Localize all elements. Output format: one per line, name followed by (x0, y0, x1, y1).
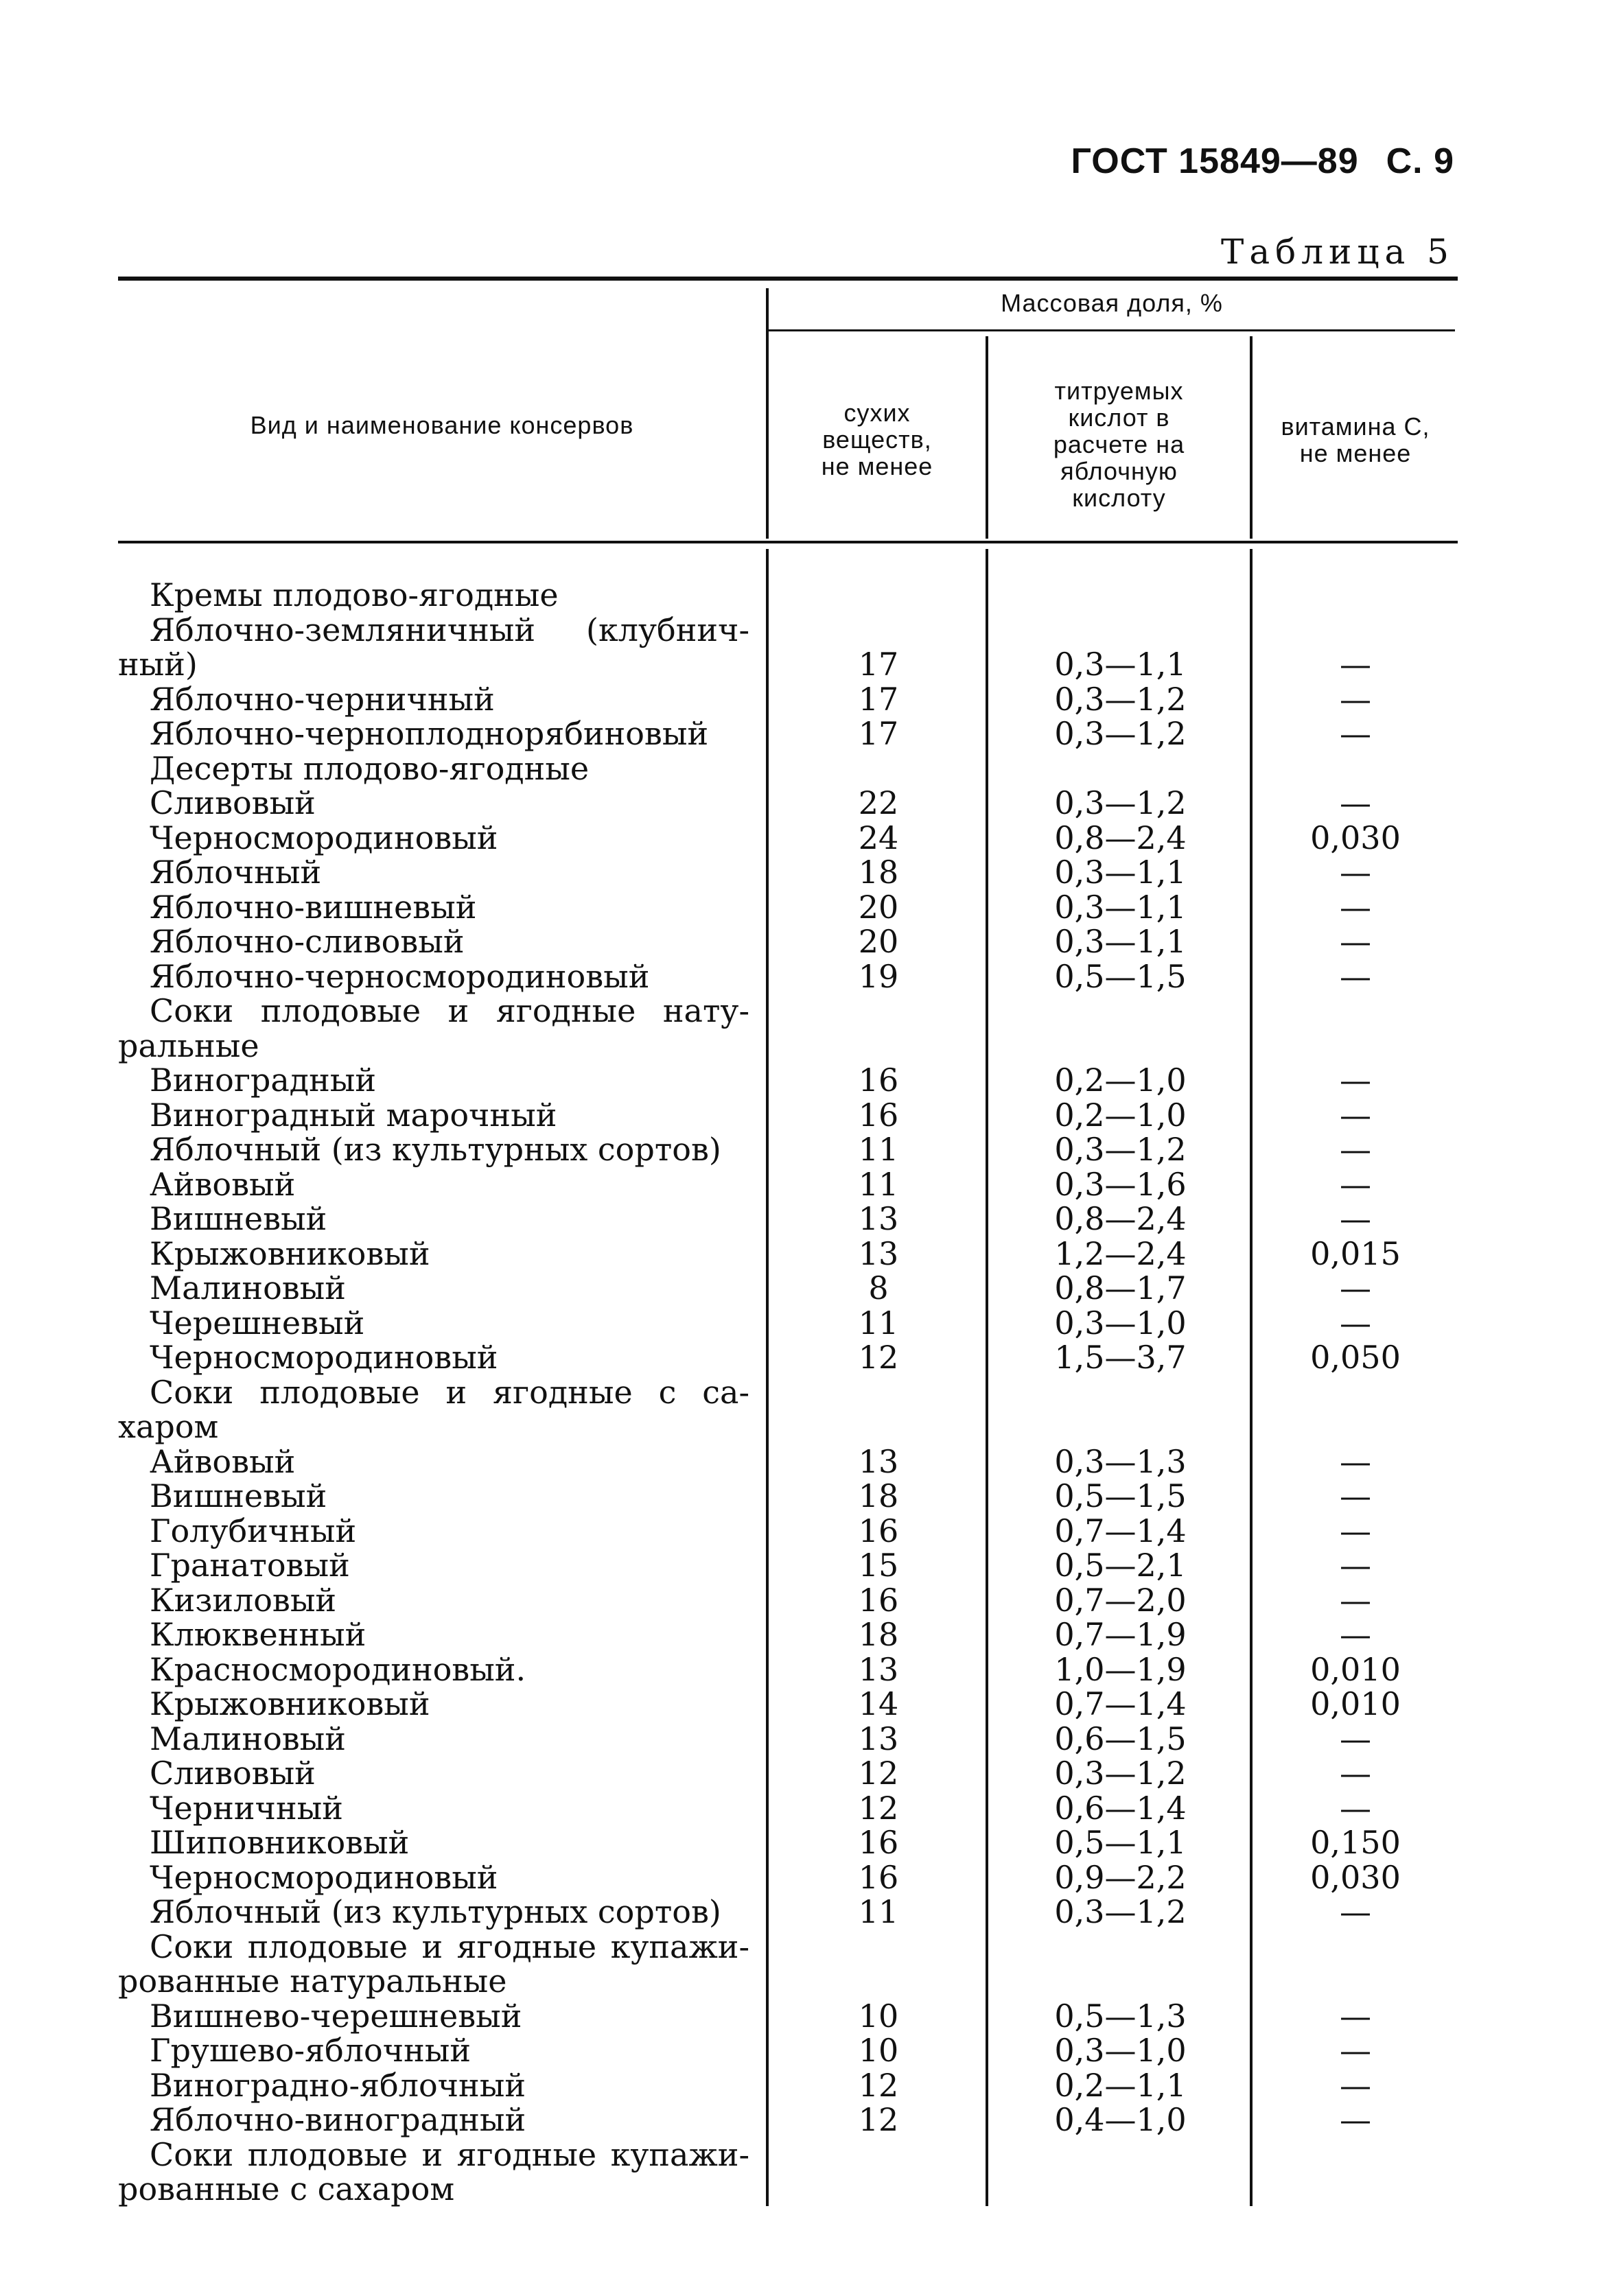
table-cell-acid: 0,9—2,2 (1054, 1858, 1187, 1896)
table-row-name: Соки плодовые и ягодные купажи- (150, 2135, 749, 2173)
table-cell-vitc: 0,030 (1310, 1858, 1401, 1896)
table-row-name: Айвовый (150, 1442, 296, 1480)
mass-share-underline (769, 329, 1455, 331)
table-cell-vitc: — (1340, 1165, 1371, 1203)
column-dry-values (769, 578, 988, 2207)
table-cell-acid (988, 994, 1253, 1029)
table-cell-dry: 14 (858, 1685, 899, 1722)
table-cell-dry: 15 (858, 1547, 899, 1584)
table-row-name: Виноградный марочный (150, 1096, 557, 1134)
table-cell-vitc (1253, 751, 1458, 786)
table-cell-acid (988, 751, 1253, 786)
table-row-name: Черносмородиновый (150, 819, 498, 856)
table-cell-vitc: — (1340, 1547, 1371, 1584)
table-cell-vitc: — (1340, 957, 1371, 995)
table-cell-dry (769, 1029, 988, 1064)
table-cell-dry: 11 (858, 1304, 899, 1342)
table-row-name: Вишнево-черешневый (150, 1997, 522, 2035)
table-cell-vitc (1253, 1964, 1458, 1999)
table-cell-acid: 0,3—1,2 (1054, 680, 1187, 718)
table-cell-acid: 0,7—1,9 (1054, 1616, 1187, 1653)
table-row-name: Яблочный (из культурных сортов) (150, 1131, 721, 1168)
table-row-name: Виноградный (150, 1062, 377, 1099)
table-cell-vitc: 0,015 (1310, 1234, 1401, 1272)
table-cell-acid: 0,5—2,1 (1054, 1547, 1187, 1584)
table-cell-vitc (1253, 2172, 1458, 2207)
table-cell-dry: 18 (858, 1477, 899, 1514)
table-cell-vitc (1253, 2137, 1458, 2172)
table-cell-dry: 17 (858, 680, 899, 718)
table-cell-acid: 0,3—1,0 (1054, 2032, 1187, 2069)
table-cell-acid: 0,3—1,1 (1054, 646, 1187, 683)
table-row-name: Яблочно-черноплоднорябиновый (150, 715, 709, 752)
table-row-name: Сливовый (150, 784, 316, 821)
table-cell-vitc: — (1340, 1720, 1371, 1757)
table-cell-acid: 0,2—1,0 (1054, 1096, 1187, 1134)
table-cell-vitc: — (1340, 1893, 1371, 1930)
column-header-acid-line: яблочную (1060, 457, 1178, 485)
table-row-name: Грушево-яблочный (150, 2032, 471, 2069)
table-row-name: Соки плодовые и ягодные купажи- (150, 1928, 749, 1965)
table-cell-vitc: — (1340, 2032, 1371, 2069)
table-cell-acid: 1,2—2,4 (1054, 1234, 1187, 1272)
table-cell-vitc (1253, 1029, 1458, 1064)
table-cell-vitc: — (1340, 1477, 1371, 1514)
table-cell-vitc: — (1340, 1581, 1371, 1619)
table-cell-vitc: — (1340, 1304, 1371, 1342)
table-cell-acid: 0,5—1,1 (1054, 1824, 1187, 1861)
table-cell-vitc: 0,010 (1310, 1650, 1401, 1688)
table-cell-acid: 0,6—1,5 (1054, 1720, 1187, 1757)
table-cell-vitc: — (1340, 1096, 1371, 1134)
table-cell-dry (769, 578, 988, 613)
table-cell-dry: 19 (858, 957, 899, 995)
table-cell-vitc: — (1340, 1062, 1371, 1099)
table-cell-vitc: — (1340, 1442, 1371, 1480)
table-cell-acid: 0,2—1,1 (1054, 2066, 1187, 2104)
table-cell-vitc (1253, 1930, 1458, 1965)
table-cell-vitc: — (1340, 1997, 1371, 2035)
table-cell-acid (988, 2137, 1253, 2172)
table-cell-acid: 0,8—1,7 (1054, 1269, 1187, 1307)
table-row-name: Кизиловый (150, 1581, 337, 1619)
table-cell-acid: 1,5—3,7 (1054, 1339, 1187, 1376)
table-cell-acid: 0,7—2,0 (1054, 1581, 1187, 1619)
table-cell-acid (988, 1375, 1253, 1410)
table-cell-dry: 11 (858, 1165, 899, 1203)
table-cell-vitc: — (1340, 888, 1371, 926)
table-row-name: Малиновый (150, 1269, 346, 1307)
table-cell-vitc (1253, 994, 1458, 1029)
table-cell-acid: 0,3—1,1 (1054, 888, 1187, 926)
table-cell-dry (769, 1409, 988, 1444)
table-cell-acid (988, 613, 1253, 648)
table-cell-dry: 20 (858, 923, 899, 960)
table-cell-dry: 8 (868, 1269, 889, 1307)
table-cell-dry (769, 2137, 988, 2172)
table-cell-dry: 24 (858, 819, 899, 856)
table-cell-dry: 13 (858, 1200, 899, 1237)
table-cell-dry: 12 (858, 1789, 899, 1827)
table-cell-vitc: 0,030 (1310, 819, 1401, 856)
table-cell-dry: 12 (858, 2066, 899, 2104)
table-cell-dry: 13 (858, 1720, 899, 1757)
column-header-acid (988, 377, 1250, 511)
page-number: С. 9 (1386, 141, 1454, 181)
table-row-name: Черносмородиновый (150, 1858, 498, 1896)
column-names (118, 578, 749, 2207)
table-cell-acid: 0,2—1,0 (1054, 1062, 1187, 1099)
table-cell-vitc (1253, 578, 1458, 613)
column-header-name-label: Вид и наименование консервов (250, 411, 634, 439)
table-cell-dry (769, 1964, 988, 1999)
table-cell-dry: 20 (858, 888, 899, 926)
column-header-mass-share (769, 290, 1455, 316)
table-cell-acid (988, 1409, 1253, 1444)
table-cell-acid: 0,3—1,1 (1054, 923, 1187, 960)
column-header-vitc-line: не менее (1299, 439, 1412, 467)
table-row-name: Айвовый (150, 1165, 296, 1203)
column-header-acid-line: кислот в (1068, 403, 1170, 432)
table-cell-acid: 0,3—1,6 (1054, 1165, 1187, 1203)
table-cell-dry: 16 (858, 1824, 899, 1861)
table-cell-dry: 16 (858, 1096, 899, 1134)
table-row-name: Гранатовый (150, 1547, 350, 1584)
table-row-name: Красносмородиновый. (150, 1650, 526, 1688)
column-acid-values (988, 578, 1253, 2207)
table-cell-acid: 0,5—1,5 (1054, 1477, 1187, 1514)
table-cell-acid: 0,3—1,2 (1054, 1131, 1187, 1168)
column-header-mass-share-label: Массовая доля, % (1001, 289, 1223, 317)
table-cell-acid (988, 1930, 1253, 1965)
table-cell-dry: 10 (858, 1997, 899, 2035)
table-cell-vitc: — (1340, 1200, 1371, 1237)
column-header-dry (769, 399, 986, 480)
table-caption: Таблица 5 (1220, 232, 1454, 272)
table-cell-vitc: — (1340, 1512, 1371, 1549)
table-row-name: Яблочно-черносмородиновый (150, 957, 650, 995)
table-row-name: рованные с сахаром (118, 2170, 455, 2207)
table-cell-dry: 12 (858, 1755, 899, 1792)
table-cell-dry: 16 (858, 1581, 899, 1619)
table-cell-dry: 12 (858, 2101, 899, 2138)
table-cell-vitc: — (1340, 1789, 1371, 1827)
table-row-name: Яблочно-земляничный (клубнич- (150, 611, 749, 648)
column-header-acid-line: кислоту (1072, 484, 1166, 512)
column-header-vitc-line: витамина С, (1281, 412, 1430, 441)
table-cell-acid: 0,5—1,5 (1054, 957, 1187, 995)
table-row-name: ральные (118, 1027, 259, 1064)
table-row-name: Яблочный (из культурных сортов) (150, 1893, 721, 1930)
standard-number: ГОСТ 15849—89 (1071, 141, 1359, 181)
table-row-name: Сливовый (150, 1755, 316, 1792)
table-cell-acid: 0,3—1,2 (1054, 715, 1187, 752)
table-cell-acid (988, 2172, 1253, 2207)
table-row-name: Черешневый (150, 1304, 365, 1342)
table-cell-dry (769, 751, 988, 786)
table-cell-dry (769, 2172, 988, 2207)
table-cell-vitc: — (1340, 784, 1371, 821)
table-cell-acid: 0,3—1,1 (1054, 854, 1187, 891)
table-cell-vitc: 0,150 (1310, 1824, 1401, 1861)
column-header-dry-line: не менее (821, 452, 933, 480)
table-cell-dry: 12 (858, 1339, 899, 1376)
table-row-name: Соки плодовые и ягодные с са- (150, 1373, 749, 1411)
table-cell-dry (769, 1375, 988, 1410)
table-row-name: Голубичный (150, 1512, 357, 1549)
table-cell-vitc: — (1340, 2066, 1371, 2104)
table-cell-vitc: — (1340, 715, 1371, 752)
table-cell-dry: 11 (858, 1893, 899, 1930)
table-cell-acid: 0,4—1,0 (1054, 2101, 1187, 2138)
table-cell-acid: 0,3—1,2 (1054, 1755, 1187, 1792)
table-row-name: Соки плодовые и ягодные нату- (150, 992, 749, 1029)
column-header-dry-line: веществ, (822, 425, 932, 454)
table-cell-vitc: 0,050 (1310, 1339, 1401, 1376)
table-cell-dry: 17 (858, 715, 899, 752)
table-top-rule (118, 277, 1458, 281)
table-row-name: Крыжовниковый (150, 1685, 430, 1722)
table-row-name: Вишневый (150, 1200, 327, 1237)
column-header-acid-line: титруемых (1054, 377, 1184, 405)
table-cell-dry: 10 (858, 2032, 899, 2069)
table-row-name: Малиновый (150, 1720, 346, 1757)
table-row-name: Яблочный (150, 854, 322, 891)
column-header-vitc (1253, 413, 1458, 467)
table-row-name: рованные натуральные (118, 1963, 507, 2000)
table-row-name: Десерты плодово-ягодные (150, 749, 590, 787)
table-cell-acid: 0,7—1,4 (1054, 1512, 1187, 1549)
table-row-name: Яблочно-черничный (150, 680, 495, 718)
table-row-name: Черносмородиновый (150, 1339, 498, 1376)
table-cell-dry: 16 (858, 1512, 899, 1549)
page-header (1071, 141, 1454, 182)
table-cell-dry: 13 (858, 1650, 899, 1688)
column-header-acid-line: расчете на (1053, 430, 1185, 458)
table-cell-acid: 0,8—2,4 (1054, 819, 1187, 856)
table-row-name: Шиповниковый (150, 1824, 410, 1861)
table-cell-dry (769, 613, 988, 648)
table-cell-vitc: 0,010 (1310, 1685, 1401, 1722)
table-cell-dry: 16 (858, 1858, 899, 1896)
table-cell-vitc (1253, 1409, 1458, 1444)
table-cell-acid (988, 1029, 1253, 1064)
table-row-name: Крыжовниковый (150, 1234, 430, 1272)
table-cell-acid: 0,8—2,4 (1054, 1200, 1187, 1237)
table-cell-dry: 16 (858, 1062, 899, 1099)
table-row-name: Вишневый (150, 1477, 327, 1514)
table-cell-vitc: — (1340, 1269, 1371, 1307)
table-row-name: Яблочно-сливовый (150, 923, 465, 960)
table-cell-dry: 18 (858, 1616, 899, 1653)
table-cell-vitc: — (1340, 646, 1371, 683)
table-cell-acid: 0,5—1,3 (1054, 1997, 1187, 2035)
table-cell-dry: 13 (858, 1234, 899, 1272)
table-cell-acid (988, 1964, 1253, 1999)
table-cell-acid: 0,3—1,0 (1054, 1304, 1187, 1342)
table-row-name: Черничный (150, 1789, 343, 1827)
table-cell-vitc: — (1340, 1755, 1371, 1792)
table-cell-vitc: — (1340, 680, 1371, 718)
table-cell-vitc: — (1340, 923, 1371, 960)
table-cell-dry (769, 1930, 988, 1965)
column-vitc-values (1253, 578, 1458, 2207)
table-cell-dry: 18 (858, 854, 899, 891)
table-cell-vitc (1253, 613, 1458, 648)
table-row-name: харом (118, 1408, 219, 1445)
table-row-name: Виноградно-яблочный (150, 2066, 526, 2104)
table-cell-vitc: — (1340, 1131, 1371, 1168)
table-cell-acid: 0,6—1,4 (1054, 1789, 1187, 1827)
table-cell-acid: 0,7—1,4 (1054, 1685, 1187, 1722)
table-cell-vitc: — (1340, 854, 1371, 891)
table-row-name: Яблочно-виноградный (150, 2101, 526, 2138)
table-cell-vitc (1253, 1375, 1458, 1410)
table-cell-acid: 0,3—1,3 (1054, 1442, 1187, 1480)
table-row-name: ный) (118, 646, 198, 683)
table-cell-dry: 13 (858, 1442, 899, 1480)
table-row-name: Кремы плодово-ягодные (150, 576, 559, 613)
table-row-name: Клюквенный (150, 1616, 366, 1653)
column-header-name (118, 412, 766, 438)
table-cell-acid: 0,3—1,2 (1054, 784, 1187, 821)
table-cell-acid: 0,3—1,2 (1054, 1893, 1187, 1930)
table-row-name: Яблочно-вишневый (150, 888, 477, 926)
table-cell-acid: 1,0—1,9 (1054, 1650, 1187, 1688)
table-cell-dry (769, 994, 988, 1029)
table-cell-dry: 22 (858, 784, 899, 821)
table-cell-vitc: — (1340, 1616, 1371, 1653)
table-cell-dry: 11 (858, 1131, 899, 1168)
table-cell-dry: 17 (858, 646, 899, 683)
column-header-dry-line: сухих (843, 399, 911, 427)
table-cell-acid (988, 578, 1253, 613)
table-header-rule (118, 541, 1458, 543)
table-cell-vitc: — (1340, 2101, 1371, 2138)
